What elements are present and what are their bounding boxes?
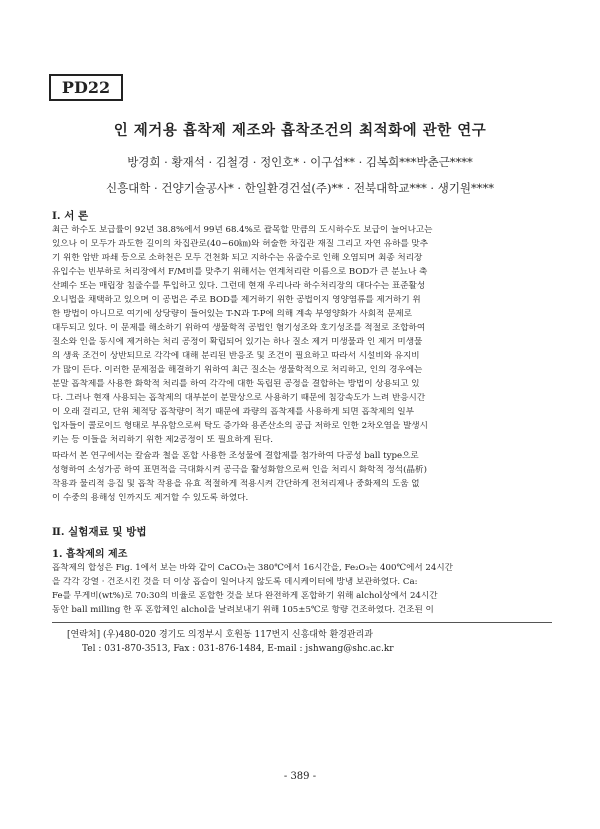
section-heading-introduction: Ⅰ. 서 론 (52, 210, 89, 222)
contact-phone-email: Tel : 031-870-3513, Fax : 031-876-1484, E-mail : jshwang@shc.ac.kr (82, 644, 394, 654)
body-line: 따라서 본 연구에서는 칼슘과 철을 혼합 사용한 조성물에 결합제를 첨가하여 다공성 ball type으로 (52, 451, 419, 461)
footnote-divider (52, 622, 552, 623)
body-line: 흡착제의 합성은 Fig. 1에서 보는 바와 같이 CaCO₃는 380℃에서 16시간을, Fe₂O₃는 400℃에서 24시간 (52, 563, 453, 573)
body-line: 질소와 인을 동시에 제거하는 처리 공정이 확립되어 있기는 하나 질소 제거 미생물과 인 제거 미생물 (52, 337, 423, 347)
page-number: - 389 - (283, 771, 317, 782)
subsection-heading-adsorbent: 1. 흡착제의 제조 (52, 549, 128, 560)
affiliation-list: 신흥대학 · 건양기술공사* · 한일환경건설(주)** · 전북대학교*** · 생기원**** (105, 181, 495, 195)
body-line: 최근 하수도 보급률이 92년 38.8%에서 99년 68.4%로 괄목할 만큼의 도시하수도 보급이 늘어나고는 (52, 225, 433, 235)
body-line: 동안 ball milling 한 후 혼합체인 alchol을 날려보내기 위해 105±5℃로 항량 건조하였다. 건조된 이 (52, 605, 434, 615)
body-line: 산폐수 또는 매립장 침출수를 투입하고 있다. 그런데 현재 우리나라 하수처리장의 대다수는 표준활성 (52, 281, 426, 291)
body-line: 한 방법이 아니므로 여기에 상당량이 들어있는 T-N과 T-P에 의해 계속 부영양화가 사회적 문제로 (52, 309, 412, 319)
body-line: 분말 흡착제를 사용한 화학적 처리를 하여 각각에 대한 독립된 공정을 결합하는 방법이 상용되고 있 (52, 379, 420, 389)
body-line: 있으나 이 모두가 과도한 길이의 차집관로(40~60㎞)와 허술한 차집관 재질 그리고 자연 유하를 맞추 (52, 239, 429, 249)
body-line: 유입수는 빈부하로 처리장에서 F/M비를 맞추기 위해서는 연계처리란 이름으로 BOD가 큰 분뇨나 축 (52, 267, 428, 277)
body-line: 오니법을 채택하고 있으며 이 공법은 주로 BOD를 제거하기 위한 공법이지 영양염류를 제거하기 위 (52, 295, 421, 305)
body-line: 이 수중의 용해성 인까지도 제거할 수 있도록 하였다. (52, 493, 249, 503)
body-line: 가 많이 든다. 이러한 문제점을 해결하기 위하여 최근 질소는 생물학적으로 처리하고, 인의 경우에는 (52, 365, 423, 375)
body-line: 의 생육 조건이 상반되므로 각각에 대해 분리된 반응조 및 조건이 필요하고 따라서 시설비와 유지비 (52, 351, 420, 361)
section-heading-materials-methods: Ⅱ. 실험재료 및 방법 (52, 526, 147, 538)
abstract-code: PD22 (61, 78, 111, 97)
author-list: 방경희 · 황재석 · 김철경 · 정인호* · 이구섭** · 김복희***박춘근**** (127, 155, 473, 169)
body-line: 이 오래 걸리고, 단위 체적당 흡착량이 적기 때문에 과량의 흡착제를 사용하게 되면 흡착제의 일부 (52, 407, 415, 417)
body-line: 을 각각 강열 · 건조시킨 것을 더 이상 흡습이 일어나지 않도록 데시케이터에 방냉 보관하였다. Ca: (52, 577, 418, 587)
body-line: 키는 등 이들을 처리하기 위한 제2공정이 또 필요하게 된다. (52, 435, 273, 445)
contact-address: [연락처] (우)480-020 경기도 의정부시 호원동 117번지 신흥대학 환경관리과 (67, 630, 373, 640)
abstract-code-box (49, 74, 123, 101)
body-line: 입자들이 콜로이드 형태로 부유함으로써 탁도 증가와 용존산소의 공급 저하로 인한 2차오염을 발생시 (52, 421, 428, 431)
body-line: 기 위한 암반 파쇄 등으로 소하천은 모두 건천화 되고 지하수는 유출수로 인해 오염되며 최종 처리장 (52, 253, 423, 263)
body-line: 다. 그러나 현재 사용되는 흡착제의 대부분이 분말상으로 사용하기 때문에 침강속도가 느려 반응시간 (52, 393, 426, 403)
body-line: 성형하여 소성가공 하여 표면적을 극대화시켜 공극을 활성화함으로써 인을 처리시 화학적 정석(晶析) (52, 465, 427, 475)
paper-title: 인 제거용 흡착제 제조와 흡착조건의 최적화에 관한 연구 (113, 122, 487, 139)
body-line: Fe를 무게비(wt%)로 70:30의 비율로 혼합한 것을 보다 완전하게 혼합하기 위해 alchol상에서 24시간 (52, 591, 438, 601)
body-line: 작용과 물리적 응집 및 흡착 작용을 유효 적절하게 적용시켜 간단하게 전처리제나 중화제의 도움 없 (52, 479, 420, 489)
body-line: 대두되고 있다. 이 문제를 해소하기 위하여 생물학적 공법인 혐기성조와 호기성조를 적절로 조합하여 (52, 323, 426, 333)
